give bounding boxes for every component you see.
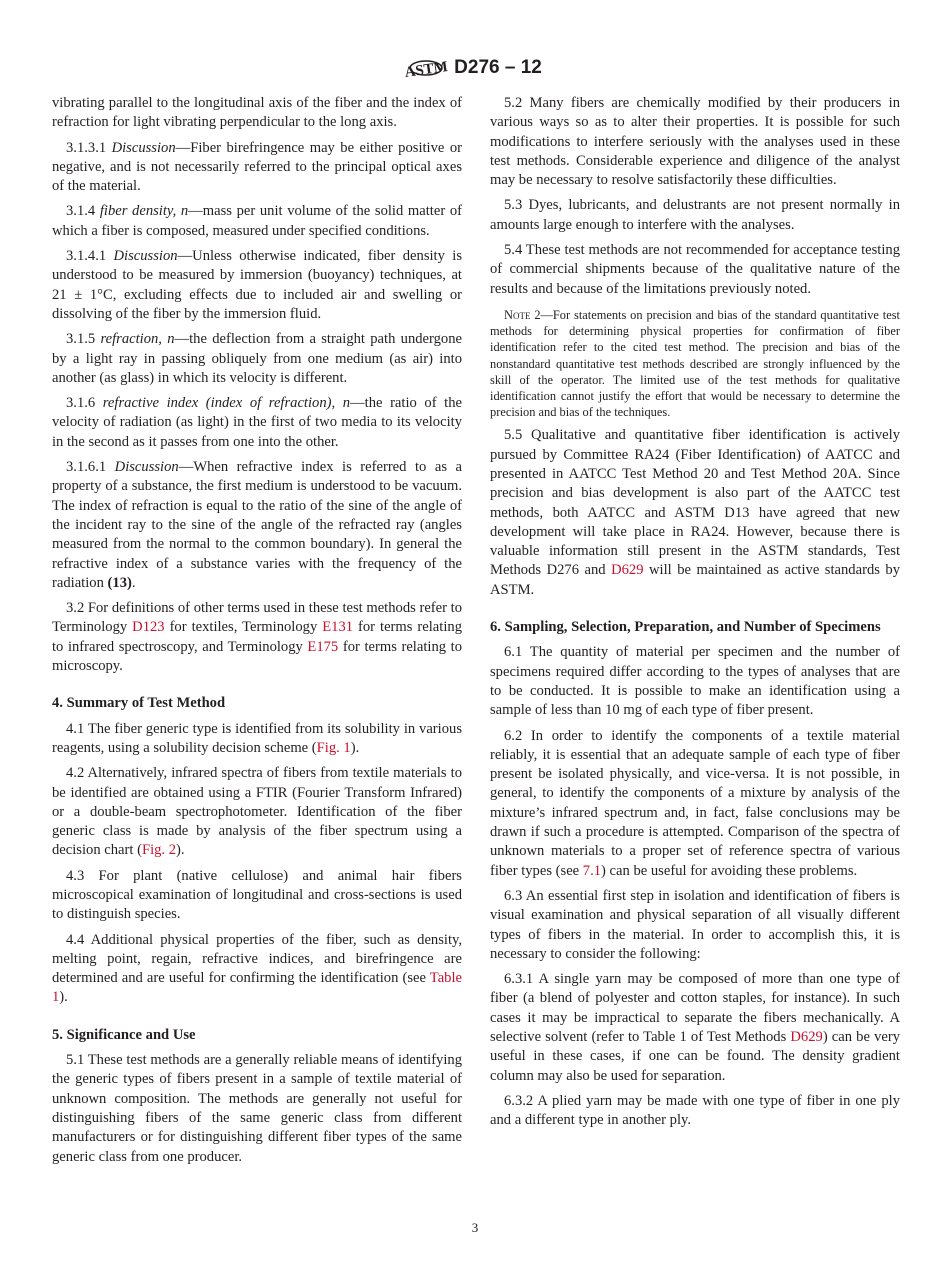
text-run: 6.1 The quantity of material per specimen and the number of specimens required differ according to the types of analyses that are to be conducted. It is possible to make an identification using a sample of less than 10 mg of each type of fiber present. <box>490 644 900 719</box>
paragraph <box>52 931 462 1008</box>
text-run: 4.2 Alternatively, infrared spectra of fibers from textile materials to be identified are obtained using a FTIR (Fourier Transform Infrared) or a double-beam spectrophotometer. Identification of the fiber generic class is made by analysis of the fiber spectrum using a decision chart ( <box>52 765 462 859</box>
text-run: . <box>131 574 136 591</box>
paragraph <box>52 458 462 593</box>
text-run: 4.4 Additional physical properties of the fiber, such as density, melting point, regain, refractive indices, and birefringence are determined and are useful for confirming the identification (see <box>52 931 462 987</box>
paragraph <box>52 720 462 759</box>
left-column <box>52 94 462 1173</box>
text-run: ) can be very useful in these cases, if one can be found. The density gradient column may also be used for separation. <box>490 1029 900 1084</box>
reference-link[interactable]: E131 <box>322 619 354 636</box>
text-run: 5. Significance and Use <box>52 1026 196 1043</box>
paragraph <box>490 970 900 1086</box>
term-text: refraction, n <box>100 331 175 348</box>
note-paragraph <box>490 307 900 420</box>
term-text: refractive index (index of refraction), n <box>102 395 351 412</box>
text-run: 2—For statements on precision and bias of the standard quantitative test methods for determining physical properties for confirmation of fiber identification refer to the cited test method. The precision and bias of the nonstandard quantitative test methods described are strongly influenced by the skill of the operator. The limited use of the test methods for qualitative identification cannot justify the effort that would be necessary to determine the precision and bias of the techniques. <box>490 307 900 420</box>
term-text: Discussion <box>114 459 179 476</box>
document-designation: D276 – 12 <box>454 57 542 78</box>
svg-text:ASTM: ASTM <box>403 59 450 81</box>
paragraph <box>52 247 462 324</box>
text-run: for textiles, Terminology <box>164 619 323 636</box>
text-run: vibrating parallel to the longitudinal axis of the fiber and the index of refraction for light vibrating perpendicular to the long axis. <box>52 95 462 131</box>
text-run: —mass per unit volume of the solid matter of which a fiber is composed, measured under specified conditions. <box>52 203 462 239</box>
paragraph <box>490 94 900 190</box>
text-run: ). <box>59 989 68 1006</box>
paragraph <box>52 764 462 860</box>
text-run: —the ratio of the velocity of radiation (as light) in the first of two media to its velocity in the second as it passes from one into the other. <box>52 395 462 450</box>
paragraph <box>52 394 462 452</box>
text-run: 6.3.1 A single yarn may be composed of more than one type of fiber (a blend of polyester and cotton staples, for instance). In such cases it may be impractical to separate the fibers mechanically. A selective solvent (refer to Table 1 of Test Methods <box>490 971 900 1045</box>
text-run: Note <box>504 307 531 322</box>
paragraph <box>52 139 462 197</box>
text-run: for terms relating to microscopy. <box>52 638 462 675</box>
text-run: 5.1 These test methods are a generally reliable means of identifying the generic types of fibers present in a sample of textile material of unknown composition. The methods are generally not useful for distinguishing fibers of the same generic class from different manufacturers or for distinguishing different fiber types of the same generic class from one producer. <box>52 1052 462 1165</box>
text-run: —Fiber birefringence may be either positive or negative, and is not necessarily referred to the principal optical axes of the material. <box>52 139 462 195</box>
paragraph <box>52 94 462 133</box>
section-heading <box>490 618 900 637</box>
term-text: Discussion <box>111 139 176 156</box>
reference-link[interactable]: Fig. 1 <box>316 739 351 756</box>
reference-link[interactable]: Fig. 2 <box>141 842 177 859</box>
paragraph <box>490 1092 900 1131</box>
paragraph <box>490 643 900 720</box>
reference-link[interactable]: E175 <box>307 638 339 655</box>
paragraph <box>490 727 900 881</box>
text-run: 3.1.3.1 <box>66 139 112 156</box>
page-header <box>0 52 950 84</box>
text-run: —Unless otherwise indicated, fiber density is understood to be measured by immersion (buoyancy) techniques, at 21 ± 1°C, excluding effects due to included air and swelling or dissolving of the fiber by the immersion fluid. <box>52 248 463 322</box>
text-run: 5.5 Qualitative and quantitative fiber identification is actively pursued by Committee RA24 (Fiber Identification) of AATCC and presented in AATCC Test Method 20 and Test Method 20A. Since precision and bias development is also part of the AATCC test methods, both AATCC and ASTM D13 have agreed that new development will take place in RA24. However, because there is valuable information still present in the ASTM standards, Test Methods D276 and <box>490 427 900 579</box>
text-run: (13) <box>107 574 132 591</box>
text-run: ). <box>176 842 185 859</box>
paragraph <box>490 887 900 964</box>
term-text: fiber density, n <box>99 203 189 220</box>
section-heading <box>52 1026 462 1045</box>
paragraph <box>52 599 462 676</box>
text-run: will be maintained as active standards by ASTM. <box>490 562 901 598</box>
reference-link[interactable]: Table 1 <box>52 970 462 1006</box>
text-run: 3.1.4.1 <box>66 248 114 265</box>
text-run: 6.2 In order to identify the components of a textile material reliably, it is essential that an adequate sample of each type of fiber present be isolated physically, and vice-versa. It is not possible, in general, to identify the components of a mixture by analysis of the mixture’s infrared spectrum and, in fact, false conclusions may be drawn if such a procedure is attempted. Comparison of the spectra of unknown materials to a proper set of reference spectra of various fiber types (see <box>490 727 900 879</box>
text-run: 6.3.2 A plied yarn may be made with one type of fiber in one ply and a different type in another ply. <box>490 1092 900 1129</box>
text-run: 6. Sampling, Selection, Preparation, and Number of Specimens <box>490 619 881 636</box>
paragraph <box>52 1051 462 1167</box>
right-column <box>490 94 900 1136</box>
page-number: 3 <box>471 1220 479 1235</box>
text-run: 4. Summary of Test Method <box>52 695 226 712</box>
astm-logo-icon <box>403 52 450 84</box>
text-run: 5.4 These test methods are not recommended for acceptance testing of commercial shipments because of the qualitative nature of the results and because of the limitations previously noted. <box>490 242 900 297</box>
text-run: 3.1.6 <box>66 395 103 412</box>
text-run: 6.3 An essential first step in isolation and identification of fibers is visual examination and physical separation of all visually different types of fibers in the material. In order to accomplish this, it is necessary to consider the following: <box>490 887 900 962</box>
text-run: 3.1.5 <box>66 331 101 348</box>
text-run: 4.1 The fiber generic type is identified from its solubility in various reagents, using a solubility decision scheme ( <box>52 720 462 756</box>
text-run: —When refractive index is referred to as a property of a substance, the first medium is understood to be vacuum. The index of refraction is equal to the ratio of the sine of the angle of the incident ray to the sine of the angle of the refracted ray (angles measured from the normal to the common boundary). In general the refractive index of a substance varies with the frequency of the radiation <box>52 459 463 591</box>
paragraph <box>52 202 462 241</box>
text-run: 3.1.6.1 <box>66 459 115 476</box>
text-run: ) can be useful for avoiding these problems. <box>601 862 858 879</box>
text-run: 4.3 For plant (native cellulose) and animal hair fibers microscopical examination of longitudinal and cross-sections is used to distinguish species. <box>52 867 462 923</box>
paragraph <box>490 241 900 299</box>
text-run: 3.1.4 <box>66 203 100 220</box>
text-run: for terms relating to infrared spectroscopy, and Terminology <box>52 619 462 655</box>
section-heading <box>52 694 462 713</box>
text-run: ). <box>350 739 360 756</box>
reference-link[interactable]: D123 <box>132 619 165 636</box>
text-run: 5.2 Many fibers are chemically modified by their producers in various ways so as to alter their properties. It is possible for such modifications to interfere seriously with the analyses used in these test methods. Considerable experience and diligence of the analyst may be necessary to resolve satisfactorily these difficulties. <box>490 95 900 189</box>
paragraph <box>52 867 462 925</box>
term-text: Discussion <box>113 248 178 265</box>
text-run: 3.2 For definitions of other terms used in these test methods refer to Terminology <box>52 600 462 636</box>
text-run: 5.3 Dyes, lubricants, and delustrants are not present normally in amounts large enough to interfere with the analyses. <box>490 197 900 233</box>
text-run: —the deflection from a straight path undergone by a light ray in passing obliquely from one medium (as air) into another (as glass) in which its velocity is different. <box>52 331 462 386</box>
reference-link[interactable]: D629 <box>611 562 644 579</box>
reference-link[interactable]: 7.1 <box>582 862 602 879</box>
paragraph <box>52 330 462 388</box>
reference-link[interactable]: D629 <box>790 1029 823 1045</box>
paragraph <box>490 426 900 600</box>
paragraph <box>490 196 900 235</box>
